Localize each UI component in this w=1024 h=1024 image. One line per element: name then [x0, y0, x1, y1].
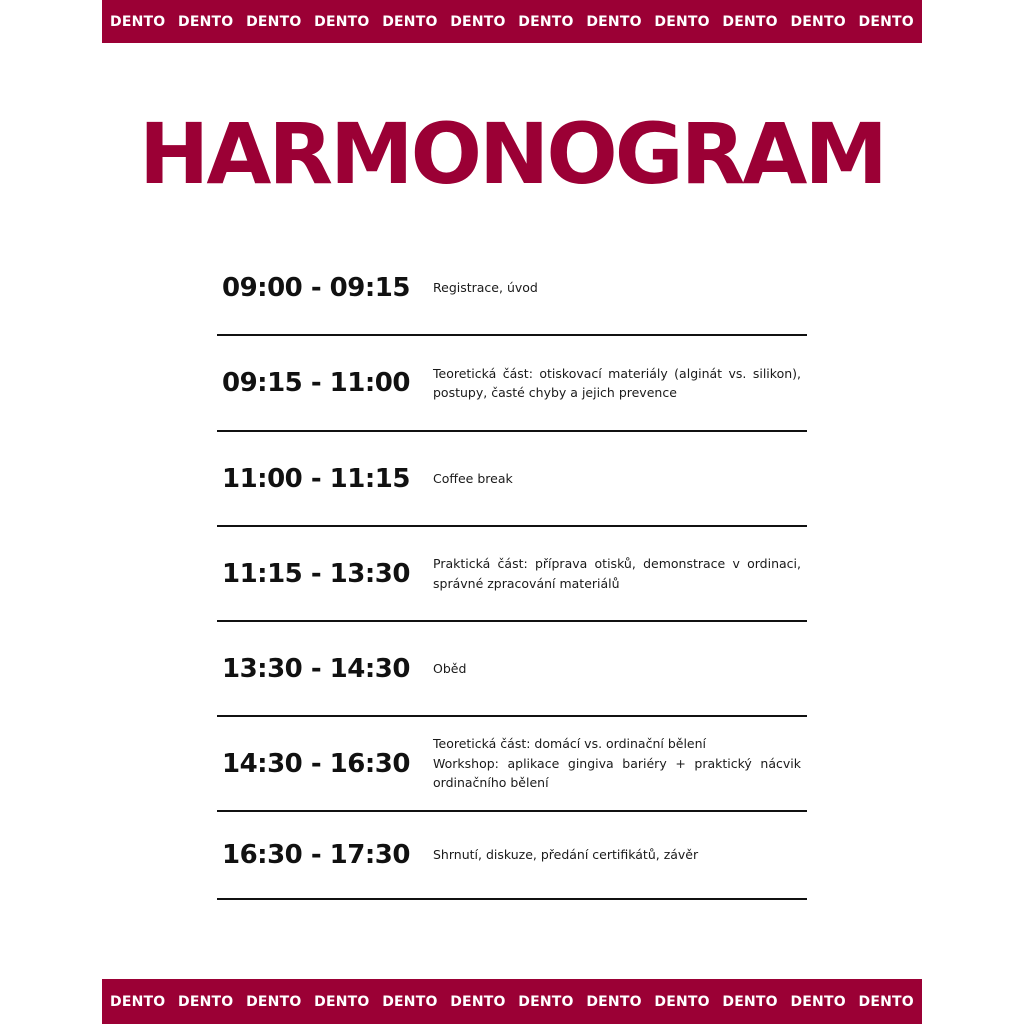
schedule-row: [217, 527, 807, 622]
schedule-description: [423, 734, 801, 793]
brand-word: DENTO: [178, 13, 234, 30]
brand-word: DENTO: [382, 13, 438, 30]
schedule-time: 09:15 - 11:00: [222, 368, 410, 398]
schedule-row: [217, 432, 807, 527]
schedule-description: [423, 278, 801, 298]
top-brand-band: [102, 0, 922, 43]
schedule-description-line: Workshop: aplikace gingiva bariéry + praktický nácvik ordinačního bělení: [433, 755, 801, 791]
brand-word: DENTO: [858, 13, 914, 30]
schedule-time: 16:30 - 17:30: [222, 840, 410, 870]
schedule-description: [423, 845, 801, 865]
brand-word: DENTO: [654, 993, 710, 1010]
schedule-description-line: Teoretická část: otiskovací materiály (alginát vs. silikon), postupy, časté chyby a jejich prevence: [433, 365, 801, 400]
schedule-list: [217, 242, 807, 900]
brand-word: DENTO: [314, 993, 370, 1010]
schedule-row: [217, 622, 807, 717]
brand-word: DENTO: [110, 13, 166, 30]
brand-word: DENTO: [586, 13, 642, 30]
brand-word: DENTO: [518, 993, 574, 1010]
schedule-description-line: Praktická část: příprava otisků, demonstrace v ordinaci, správné zpracování materiálů: [433, 556, 801, 591]
brand-word: DENTO: [314, 13, 370, 30]
schedule-description: [423, 554, 801, 593]
brand-word: DENTO: [654, 13, 710, 30]
schedule-time: 13:30 - 14:30: [222, 653, 410, 684]
schedule-description: [423, 364, 801, 403]
page-title: HARMONOGRAM: [139, 105, 885, 203]
brand-word: DENTO: [722, 13, 778, 30]
brand-word: DENTO: [382, 993, 438, 1010]
schedule-time: 11:00 - 11:15: [222, 463, 410, 494]
brand-word: DENTO: [790, 993, 846, 1010]
brand-word: DENTO: [450, 993, 506, 1010]
schedule-time: 09:00 - 09:15: [222, 273, 410, 303]
brand-word: DENTO: [110, 993, 166, 1010]
brand-word: DENTO: [722, 993, 778, 1010]
schedule-description-line: Coffee break: [433, 470, 513, 486]
schedule-description-line: Shrnutí, diskuze, předání certifikátů, závěr: [433, 847, 699, 863]
brand-word: DENTO: [858, 993, 914, 1010]
schedule-time: 14:30 - 16:30: [222, 748, 410, 779]
brand-word: DENTO: [450, 13, 506, 30]
schedule-row: [217, 336, 807, 432]
schedule-row: [217, 717, 807, 812]
brand-word: DENTO: [790, 13, 846, 30]
schedule-description: [423, 469, 801, 489]
schedule-description-line: Registrace, úvod: [433, 280, 538, 296]
brand-word: DENTO: [178, 993, 234, 1010]
schedule-description: [423, 659, 801, 679]
brand-word: DENTO: [246, 993, 302, 1010]
schedule-row: [217, 242, 807, 336]
bottom-brand-band: [102, 979, 922, 1024]
brand-word: DENTO: [586, 993, 642, 1010]
brand-word: DENTO: [246, 13, 302, 30]
brand-word: DENTO: [518, 13, 574, 30]
schedule-row: [217, 812, 807, 900]
schedule-description-line: Oběd: [433, 660, 467, 676]
schedule-time: 11:15 - 13:30: [222, 558, 410, 589]
schedule-description-line: Teoretická část: domácí vs. ordinační bělení: [433, 736, 707, 752]
